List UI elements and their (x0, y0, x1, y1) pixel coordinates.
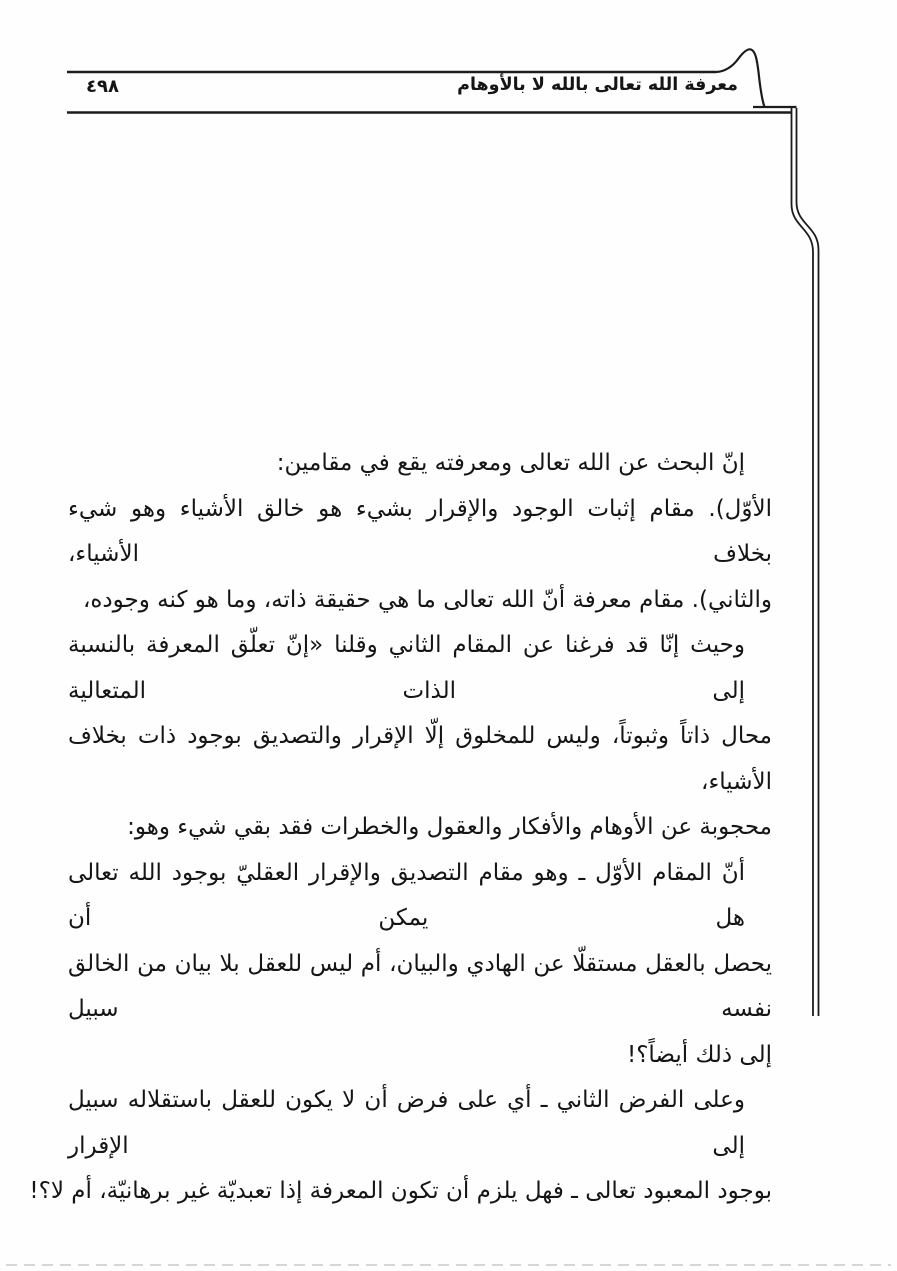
body-line: أنّ المقام الأوّل ـ وهو مقام التصديق والإقرار العقليّ بوجود الله تعالى هل يمكن أن (68, 859, 745, 931)
body-line: محجوبة عن الأوهام والأفكار والعقول والخطرات فقد بقي شيء وهو: (127, 814, 772, 840)
body-line: والثاني). مقام معرفة أنّ الله تعالى ما هي حقيقة ذاته، وما هو كنه وجوده، (82, 586, 772, 613)
running-title: معرفة الله تعالى بالله لا بالأوهام (457, 75, 738, 95)
page-header (68, 72, 756, 112)
page-number: ٤٩٨ (86, 76, 119, 97)
body-line: بوجود المعبود تعالى ـ فهل يلزم أن تكون المعرفة إذا تعبديّة غير برهانيّة، أم لا؟! (29, 1178, 772, 1204)
right-border-inner-line (792, 108, 814, 1016)
body-text-block (29, 441, 772, 1215)
body-line: وحيث إنّا قد فرغنا عن المقام الثاني وقلنا «إنّ تعلّق المعرفة بالنسبة إلى الذات المتعالية (68, 632, 745, 704)
right-border-outer-line (797, 108, 819, 1016)
body-line: إلى ذلك أيضاً؟! (627, 1041, 772, 1068)
body-line: وعلى الفرض الثاني ـ أي على فرض أن لا يكون للعقل باستقلاله سبيل إلى الإقرار (68, 1087, 745, 1159)
body-line: الأوّل). مقام إثبات الوجود والإقرار بشيء هو خالق الأشياء وهو شيء بخلاف الأشياء، (68, 495, 772, 567)
body-line: محال ذاتاً وثبوتاً، وليس للمخلوق إلّا الإقرار والتصديق بوجود ذات بخلاف الأشياء، (68, 723, 772, 795)
body-line: يحصل بالعقل مستقلّا عن الهادي والبيان، أم ليس للعقل بلا بيان من الخالق نفسه سبيل (68, 950, 772, 1022)
body-line: إنّ البحث عن الله تعالى ومعرفته يقع في مقامين: (276, 450, 745, 476)
